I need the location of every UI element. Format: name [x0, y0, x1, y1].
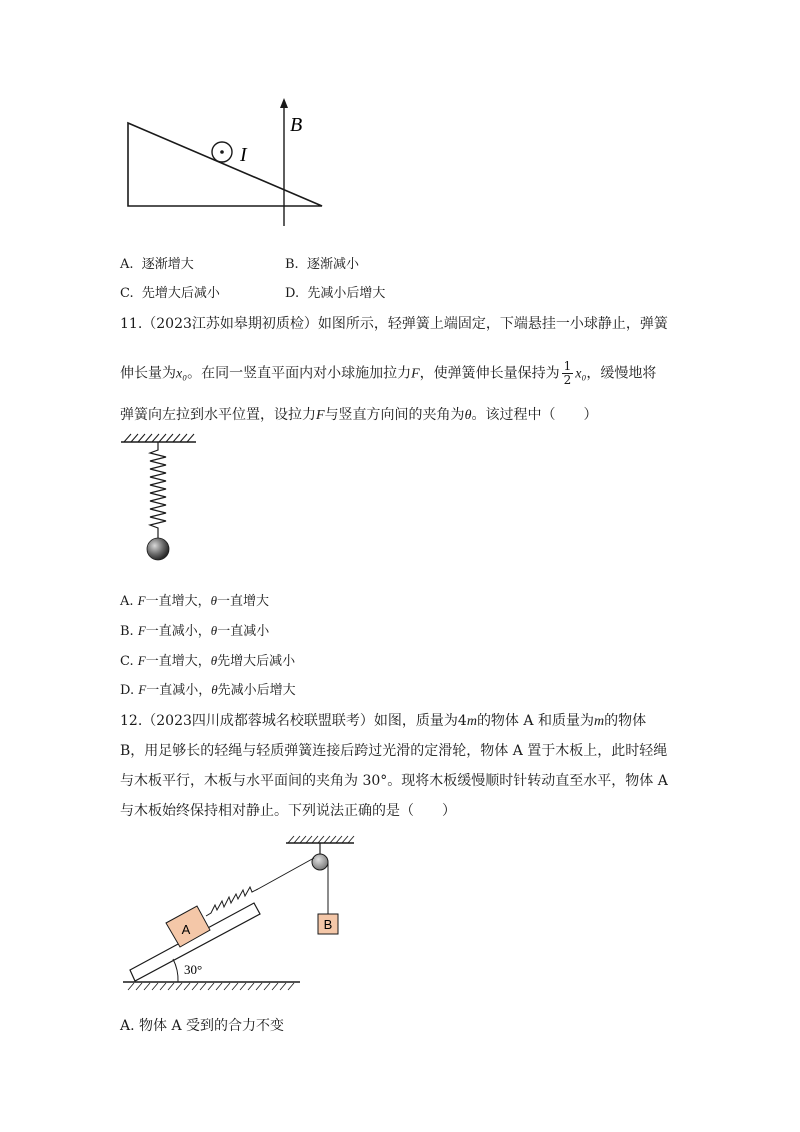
figure-spring-ball	[0, 430, 800, 570]
option-text: 先增大后减小	[141, 286, 220, 301]
q11-option-b	[120, 622, 269, 641]
option-key: D.	[120, 683, 135, 698]
question-text: 的物体	[604, 713, 647, 729]
q11-line-3	[120, 405, 597, 426]
q12-line-2	[120, 741, 667, 761]
question-text: 弹簧向左拉到水平位置，设拉力	[120, 407, 316, 423]
question-text: 与木板始终保持相对静止。下列说法正确的是（ ）	[120, 803, 456, 819]
q11-option-d	[120, 681, 296, 700]
question-text: 与木板平行，木板与水平面间的夹角为 30°。现将木板缓慢顺时针转动直至水平，物体 A	[120, 773, 668, 789]
question-text: （2023四川成都蓉城名校联盟联考）如图，质量为4	[142, 713, 467, 729]
q12-option-a	[120, 1017, 284, 1035]
label-block-A: A	[181, 922, 191, 937]
question-text: 伸长量为	[120, 365, 176, 382]
option-text: 一直增大	[217, 594, 270, 609]
var-m: m	[593, 714, 605, 729]
q11-option-a	[120, 592, 269, 611]
q10-option-a	[120, 256, 194, 274]
label-B: B	[290, 114, 303, 136]
var-theta: θ	[210, 653, 218, 668]
option-text: 一直增大，	[145, 594, 211, 609]
spring-coil	[150, 442, 166, 538]
angle-label: 30°	[184, 962, 203, 977]
var-F: F	[411, 366, 420, 382]
option-key: C.	[120, 654, 134, 669]
question-text: 。该过程中（ ）	[471, 407, 598, 423]
var-F: F	[138, 682, 147, 697]
q11-line-2	[120, 360, 656, 387]
current-dot	[220, 150, 224, 154]
pulley	[312, 854, 328, 870]
option-text: 逐渐增大	[141, 257, 194, 272]
var-m: m	[466, 714, 477, 729]
var-x0: x₀	[575, 366, 587, 382]
ceiling-hatch	[124, 434, 194, 442]
option-key: C.	[120, 286, 134, 301]
option-key: B.	[285, 257, 299, 272]
question-number: 11.	[120, 316, 143, 332]
q10-option-b	[285, 256, 359, 274]
option-text: 一直减小	[217, 624, 270, 639]
question-text: 。在同一竖直平面内对小球施加拉力	[187, 365, 412, 382]
question-text: （2023江苏如皋期初质检）如图所示，轻弹簧上端固定，下端悬挂一小球静止，弹簧	[142, 316, 668, 332]
option-key: A.	[120, 594, 134, 609]
ground-hatch	[128, 983, 294, 990]
q12-line-3	[120, 771, 668, 791]
var-theta: θ	[464, 408, 472, 423]
var-x0: x₀	[176, 366, 188, 382]
var-theta: θ	[211, 682, 218, 697]
var-F: F	[137, 623, 146, 638]
var-F: F	[137, 653, 146, 668]
option-text: A. 物体 A 受到的合力不变	[120, 1018, 285, 1034]
label-I: I	[240, 144, 247, 166]
q11-option-c	[120, 652, 295, 671]
var-F: F	[137, 593, 146, 608]
figure-incline-magnetic	[0, 0, 800, 240]
ceiling-hatch	[288, 836, 354, 843]
frac-numerator: 1	[563, 359, 572, 373]
figure-pulley-board	[0, 828, 800, 1018]
option-text: 一直减小，	[145, 624, 211, 639]
label-block-B: B	[323, 917, 333, 932]
question-text: ，缓慢地将	[586, 365, 657, 382]
question-text: B，用足够长的轻绳与轻质弹簧连接后跨过光滑的定滑轮，物体 A 置于木板上，此时轻绳	[120, 743, 668, 759]
fraction-half	[562, 360, 574, 387]
var-theta: θ	[210, 593, 218, 608]
option-key: D.	[285, 286, 300, 301]
question-text: ，使弹簧伸长量保持为	[419, 365, 560, 382]
option-key: B.	[120, 624, 134, 639]
q11-line-1	[120, 314, 668, 334]
angle-arc	[173, 959, 178, 982]
q12-line-1	[120, 711, 646, 732]
q12-line-4	[120, 801, 456, 821]
option-key: A.	[120, 257, 134, 272]
option-text: 先减小后增大	[307, 286, 386, 301]
rope-incline	[258, 858, 314, 889]
question-number: 12.	[120, 713, 143, 729]
option-text: 一直减小，	[146, 683, 212, 698]
q10-option-c	[120, 285, 220, 303]
b-axis-arrow	[280, 98, 288, 108]
option-text: 先减小后增大	[217, 683, 296, 698]
option-text: 先增大后减小	[217, 654, 296, 669]
var-F: F	[316, 408, 325, 423]
question-text: 与竖直方向间的夹角为	[324, 407, 465, 423]
question-text: 的物体 A 和质量为	[476, 713, 594, 729]
q10-option-d	[285, 285, 385, 303]
option-text: 逐渐减小	[306, 257, 359, 272]
var-theta: θ	[210, 623, 218, 638]
option-text: 一直增大，	[145, 654, 211, 669]
frac-denominator: 2	[563, 373, 572, 387]
ball	[147, 538, 169, 560]
